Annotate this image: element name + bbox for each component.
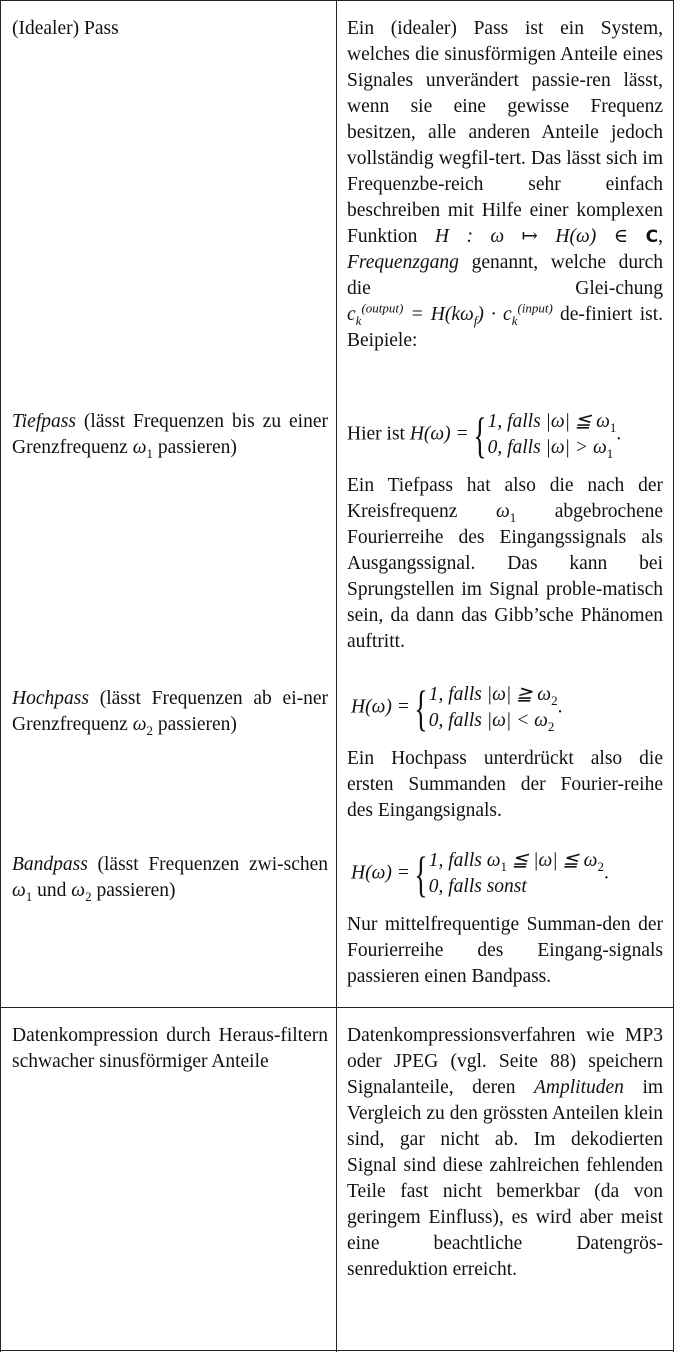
- frequency-response-mapping: H : ω ↦ H(ω) ∈ C: [434, 226, 659, 247]
- table-border-bottom: [0, 1350, 674, 1351]
- definition-ideal-pass: Ein (idealer) Pass ist ein System, welches die sinusförmigen Anteile eines Signales unverändert passie-ren lässt, wenn sie eine gewisse Frequenz besitzen, alle anderen Anteile jedoch vollständig wegfil-tert. Das lässt sich im Frequenzbe-reich sehr einfach beschreiben mit Hilfe einer komplexen Funktion H : ω ↦ H(ω) ∈ C, Frequenzgang genannt, welche durch die Glei-chung $c_k^{(output)} = H(k\omega_f) \cdot c_k^{(input)}$ de-finiert ist. Beipiele:: [347, 18, 664, 351]
- term-ideal-pass: (Idealer) Pass: [12, 18, 119, 39]
- definition-hochpass: [347, 682, 663, 824]
- hochpass-explanation: Ein Hochpass unterdrückt also die ersten Summanden der Fourier-reihe des Eingangsignals.: [347, 748, 663, 821]
- table-border-top: [0, 0, 674, 1]
- definition-datenkompression: Datenkompressionsverfahren wie MP3 oder JPEG (vgl. Seite 88) speichern Signalanteile, deren Amplituden im Vergleich zu den grössten Anteilen klein sind, gar nicht ab. Im dekodierten Signal sind diese zahlreichen fehlenden Teile fast nicht bemerkbar (da von geringem Einfluss), es wird aber meist eine beachtliche Datengrös-senreduktion erreicht.: [347, 1025, 664, 1280]
- row-divider: [0, 1007, 674, 1008]
- hochpass-formula: H(ω) = { 1, falls |ω| ≧ $\omega_2$ 0, falls $|\omega| < \omega_2$ .: [351, 680, 563, 736]
- term-tiefpass: Tiefpass (lässt Frequenzen bis zu einer Grenzfrequenz $\omega_1$ passieren): [12, 411, 328, 461]
- ideal-pass-mid-text: genannt, welche durch die Glei-chung: [347, 252, 664, 299]
- tiefpass-formula: Hier ist H(ω) = { 1, falls |ω| ≦ $\omega_1$ 0, falls $|\omega| > \omega_1$ .: [347, 407, 622, 463]
- term-bandpass: Bandpass (lässt Frequenzen zwi-schen $\omega_1$ und $\omega_2$ passieren): [12, 854, 329, 904]
- definition-tiefpass: [347, 409, 663, 655]
- bandpass-explanation: Nur mittelfrequentige Summan-den der Fourierreihe des Eingang-signals passieren einen Bandpass.: [347, 914, 663, 987]
- bandpass-formula: H(ω) = { 1, falls $\omega_1$ ≦ |ω| ≦ $\omega_2$ 0, falls sonst .: [351, 846, 609, 902]
- ideal-pass-end-text: de-finiert ist. Beipiele:: [347, 304, 663, 351]
- ideal-pass-text: Ein (idealer) Pass ist ein System, welches die sinusförmigen Anteile eines Signales unverändert passie-ren lässt, wenn sie eine gewisse Frequenz besitzen, alle anderen Anteile jedoch vollständig wegfil-tert. Das lässt sich im Frequenzbe-reich sehr einfach beschreiben mit Hilfe einer komplexen Funktion: [347, 18, 663, 247]
- term-hochpass: Hochpass (lässt Frequenzen ab ei-ner Grenzfrequenz $\omega_2$ passieren): [12, 688, 329, 738]
- column-divider: [336, 0, 337, 1352]
- coefficient-equation: $c_k^{(output)} = H(k\omega_f) \cdot c_k^{(input)}$: [347, 300, 553, 328]
- complex-numbers-symbol: C: [645, 227, 659, 247]
- tiefpass-explanation: Ein Tiefpass hat also die nach der Kreisfrequenz $\omega_1$ abgebrochene Fourierreihe des Eingangssignals als Ausgangssignal. Das kann bei Sprungstellen im Signal proble-matisch sein, da dann das Gibb’sche Phänomen auftritt.: [347, 475, 664, 652]
- term-amplituden: Amplituden: [534, 1077, 624, 1098]
- term-frequenzgang: Frequenzgang: [347, 252, 459, 273]
- definition-bandpass: [347, 848, 663, 990]
- table-border-left: [0, 0, 1, 1352]
- term-datenkompression: Datenkompression durch Heraus-filtern schwacher sinusförmiger Anteile: [12, 1025, 328, 1072]
